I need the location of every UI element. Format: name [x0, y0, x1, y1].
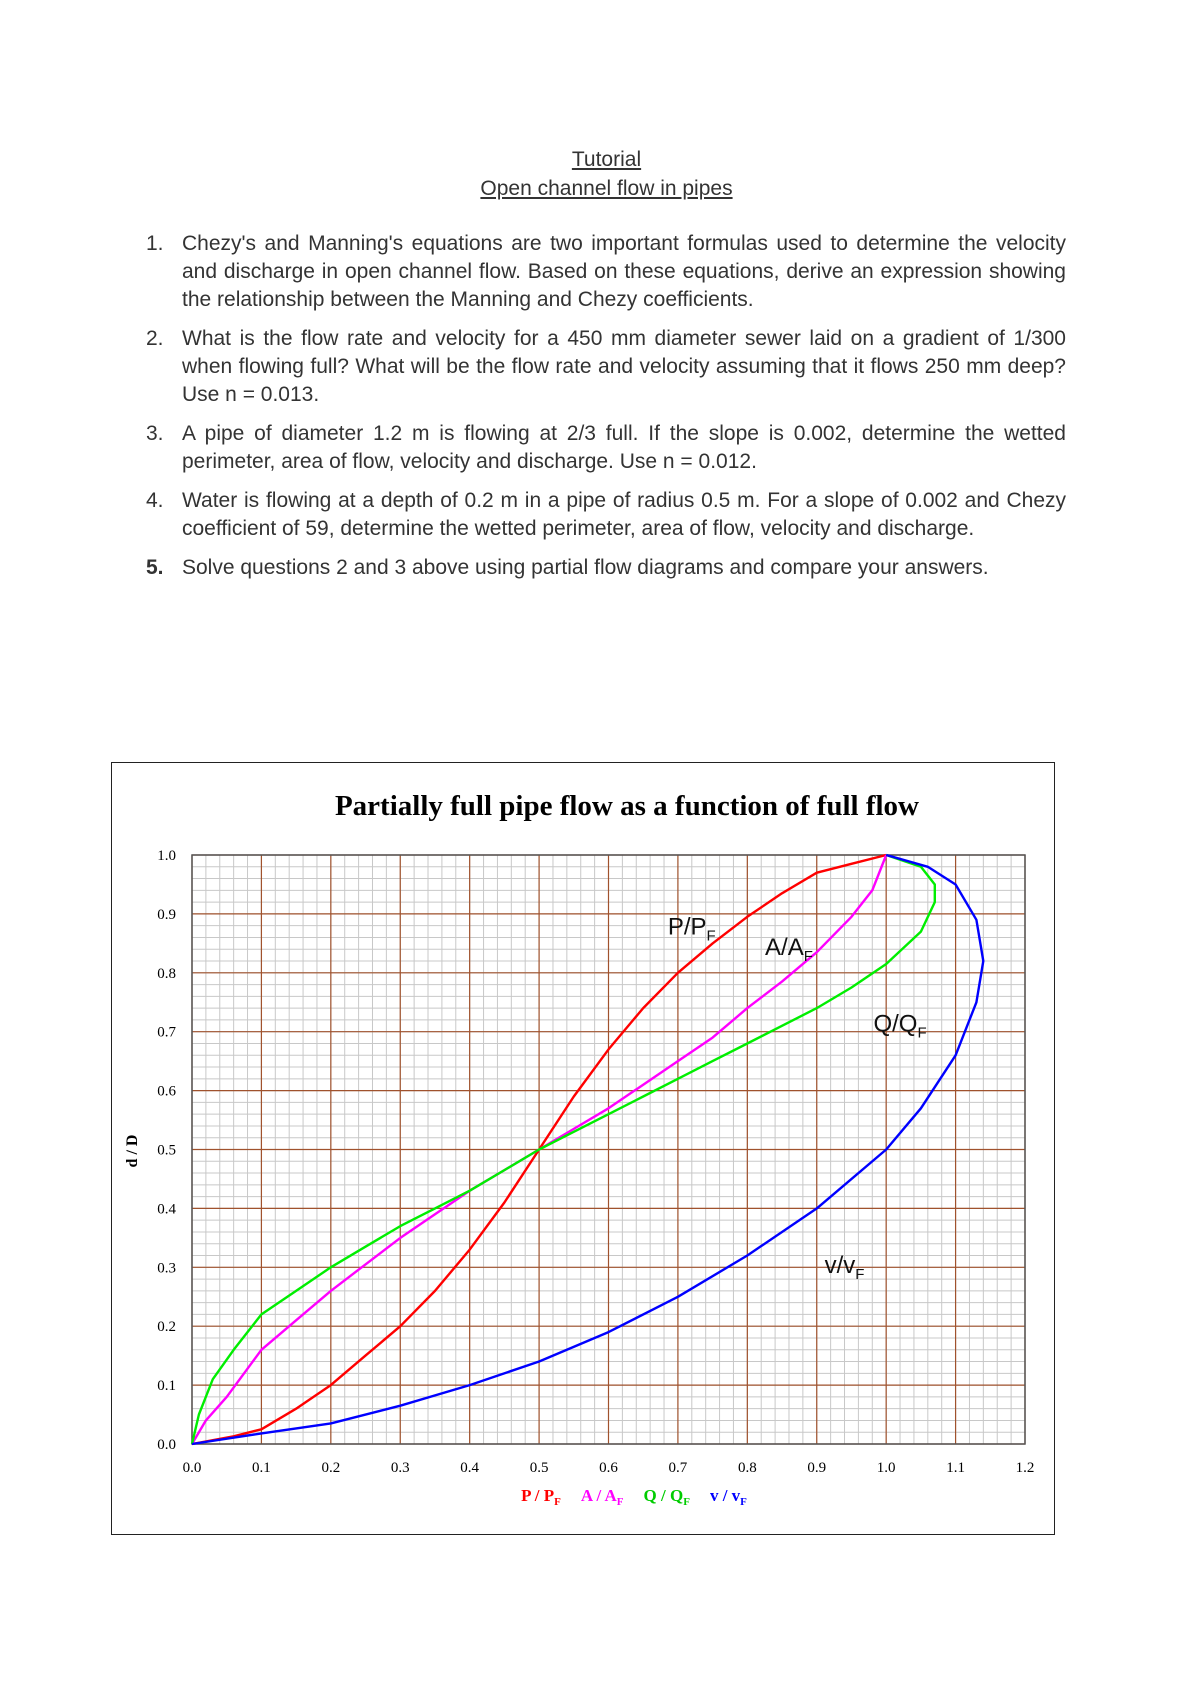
page-subtitle: Open channel flow in pipes — [480, 177, 733, 200]
question-item — [146, 487, 1066, 543]
x-tick-label: 0.8 — [737, 1460, 757, 1476]
x-tick-label: 1.1 — [946, 1460, 965, 1476]
x-tick-label: 1.0 — [876, 1460, 896, 1476]
question-text: A pipe of diameter 1.2 m is flowing at 2/3 full. If the slope is 0.002, determine the wetted perimeter, area of flow, velocity and discharge. Use n = 0.012. — [182, 422, 1066, 473]
question-item — [146, 554, 1066, 582]
curve-label-text: Q/Q — [873, 1010, 918, 1038]
y-tick-labels — [157, 848, 176, 1453]
curve-label-text: A/A — [765, 934, 804, 962]
x-tick-labels — [183, 1460, 1035, 1476]
question-item — [146, 325, 1066, 409]
curve-label — [765, 934, 813, 965]
y-tick-label: 0.8 — [157, 965, 176, 982]
y-tick-label: 0.6 — [157, 1083, 176, 1100]
x-tick-label: 1.2 — [1015, 1460, 1035, 1476]
curve-label — [668, 914, 716, 945]
question-text: Water is flowing at a depth of 0.2 m in a pipe of radius 0.5 m. For a slope of 0.002 and Chezy coefficient of 59, determine the wetted perimeter, area of flow, velocity and discharge. — [182, 489, 1066, 540]
y-axis-label: d / D — [124, 1134, 141, 1168]
question-number: 1. — [146, 232, 164, 255]
y-tick-label: 0.9 — [157, 906, 176, 923]
chart-frame — [111, 762, 1055, 1535]
x-tick-label: 0.6 — [599, 1460, 618, 1476]
page-title: Tutorial — [571, 148, 642, 171]
curve-label-text: P/P — [667, 913, 707, 941]
curve-label — [873, 1011, 926, 1042]
chart-title: Partially full pipe flow as a function of full flow — [334, 790, 920, 822]
y-tick-label: 0.2 — [157, 1319, 176, 1336]
y-tick-label: 0.1 — [157, 1378, 176, 1395]
legend — [521, 1486, 747, 1508]
legend-entry-subscript: F — [740, 1496, 747, 1508]
legend-entry: Q / Q — [643, 1486, 684, 1505]
x-tick-label: 0.9 — [807, 1460, 827, 1476]
curve-label-subscript: F — [917, 1024, 927, 1042]
y-tick-label: 0.5 — [157, 1142, 176, 1159]
y-tick-label: 0.0 — [157, 1437, 176, 1453]
question-text: What is the flow rate and velocity for a 450 mm diameter sewer laid on a gradient of 1/300 when flowing full? What will be the flow rate and velocity assuming that it flows 250 mm deep? Use n = 0.013. — [182, 327, 1066, 406]
x-tick-label: 0.7 — [668, 1460, 688, 1476]
y-tick-label: 1.0 — [157, 848, 176, 864]
question-text: Solve questions 2 and 3 above using partial flow diagrams and compare your answers. — [182, 556, 989, 579]
legend-entry-subscript: F — [616, 1496, 624, 1508]
y-tick-label: 0.7 — [157, 1024, 176, 1041]
question-number: 2. — [146, 327, 164, 350]
curve-label-subscript: F — [855, 1266, 865, 1284]
curve-label-subscript: F — [706, 927, 716, 945]
question-text: Chezy's and Manning's equations are two important formulas used to determine the velocity and discharge in open channel flow. Based on these equations, derive an expression showing the relationship between the Manning and Chezy coefficients. — [182, 232, 1066, 311]
x-tick-label: 0.4 — [460, 1460, 480, 1476]
question-number: 5. — [146, 556, 164, 579]
question-list — [146, 230, 1066, 593]
x-tick-label: 0.2 — [321, 1460, 341, 1476]
partial-flow-chart — [112, 763, 1054, 1534]
legend-entry: v / v — [709, 1486, 741, 1505]
x-tick-label: 0.1 — [252, 1460, 271, 1476]
question-item — [146, 420, 1066, 476]
legend-entry: A / A — [580, 1486, 617, 1505]
x-tick-label: 0.3 — [390, 1460, 410, 1476]
y-tick-label: 0.3 — [157, 1260, 176, 1277]
curve-label-subscript: F — [803, 948, 813, 966]
y-tick-label: 0.4 — [157, 1201, 176, 1218]
legend-entry-subscript: F — [683, 1496, 690, 1508]
question-number: 4. — [146, 489, 164, 512]
question-item — [146, 230, 1066, 314]
question-number: 3. — [146, 422, 164, 445]
legend-entry: P / P — [521, 1486, 555, 1505]
legend-entry-subscript: F — [554, 1496, 561, 1508]
x-tick-label: 0.0 — [182, 1460, 202, 1476]
curve-label-text: v/v — [824, 1252, 856, 1280]
x-tick-label: 0.5 — [529, 1460, 549, 1476]
